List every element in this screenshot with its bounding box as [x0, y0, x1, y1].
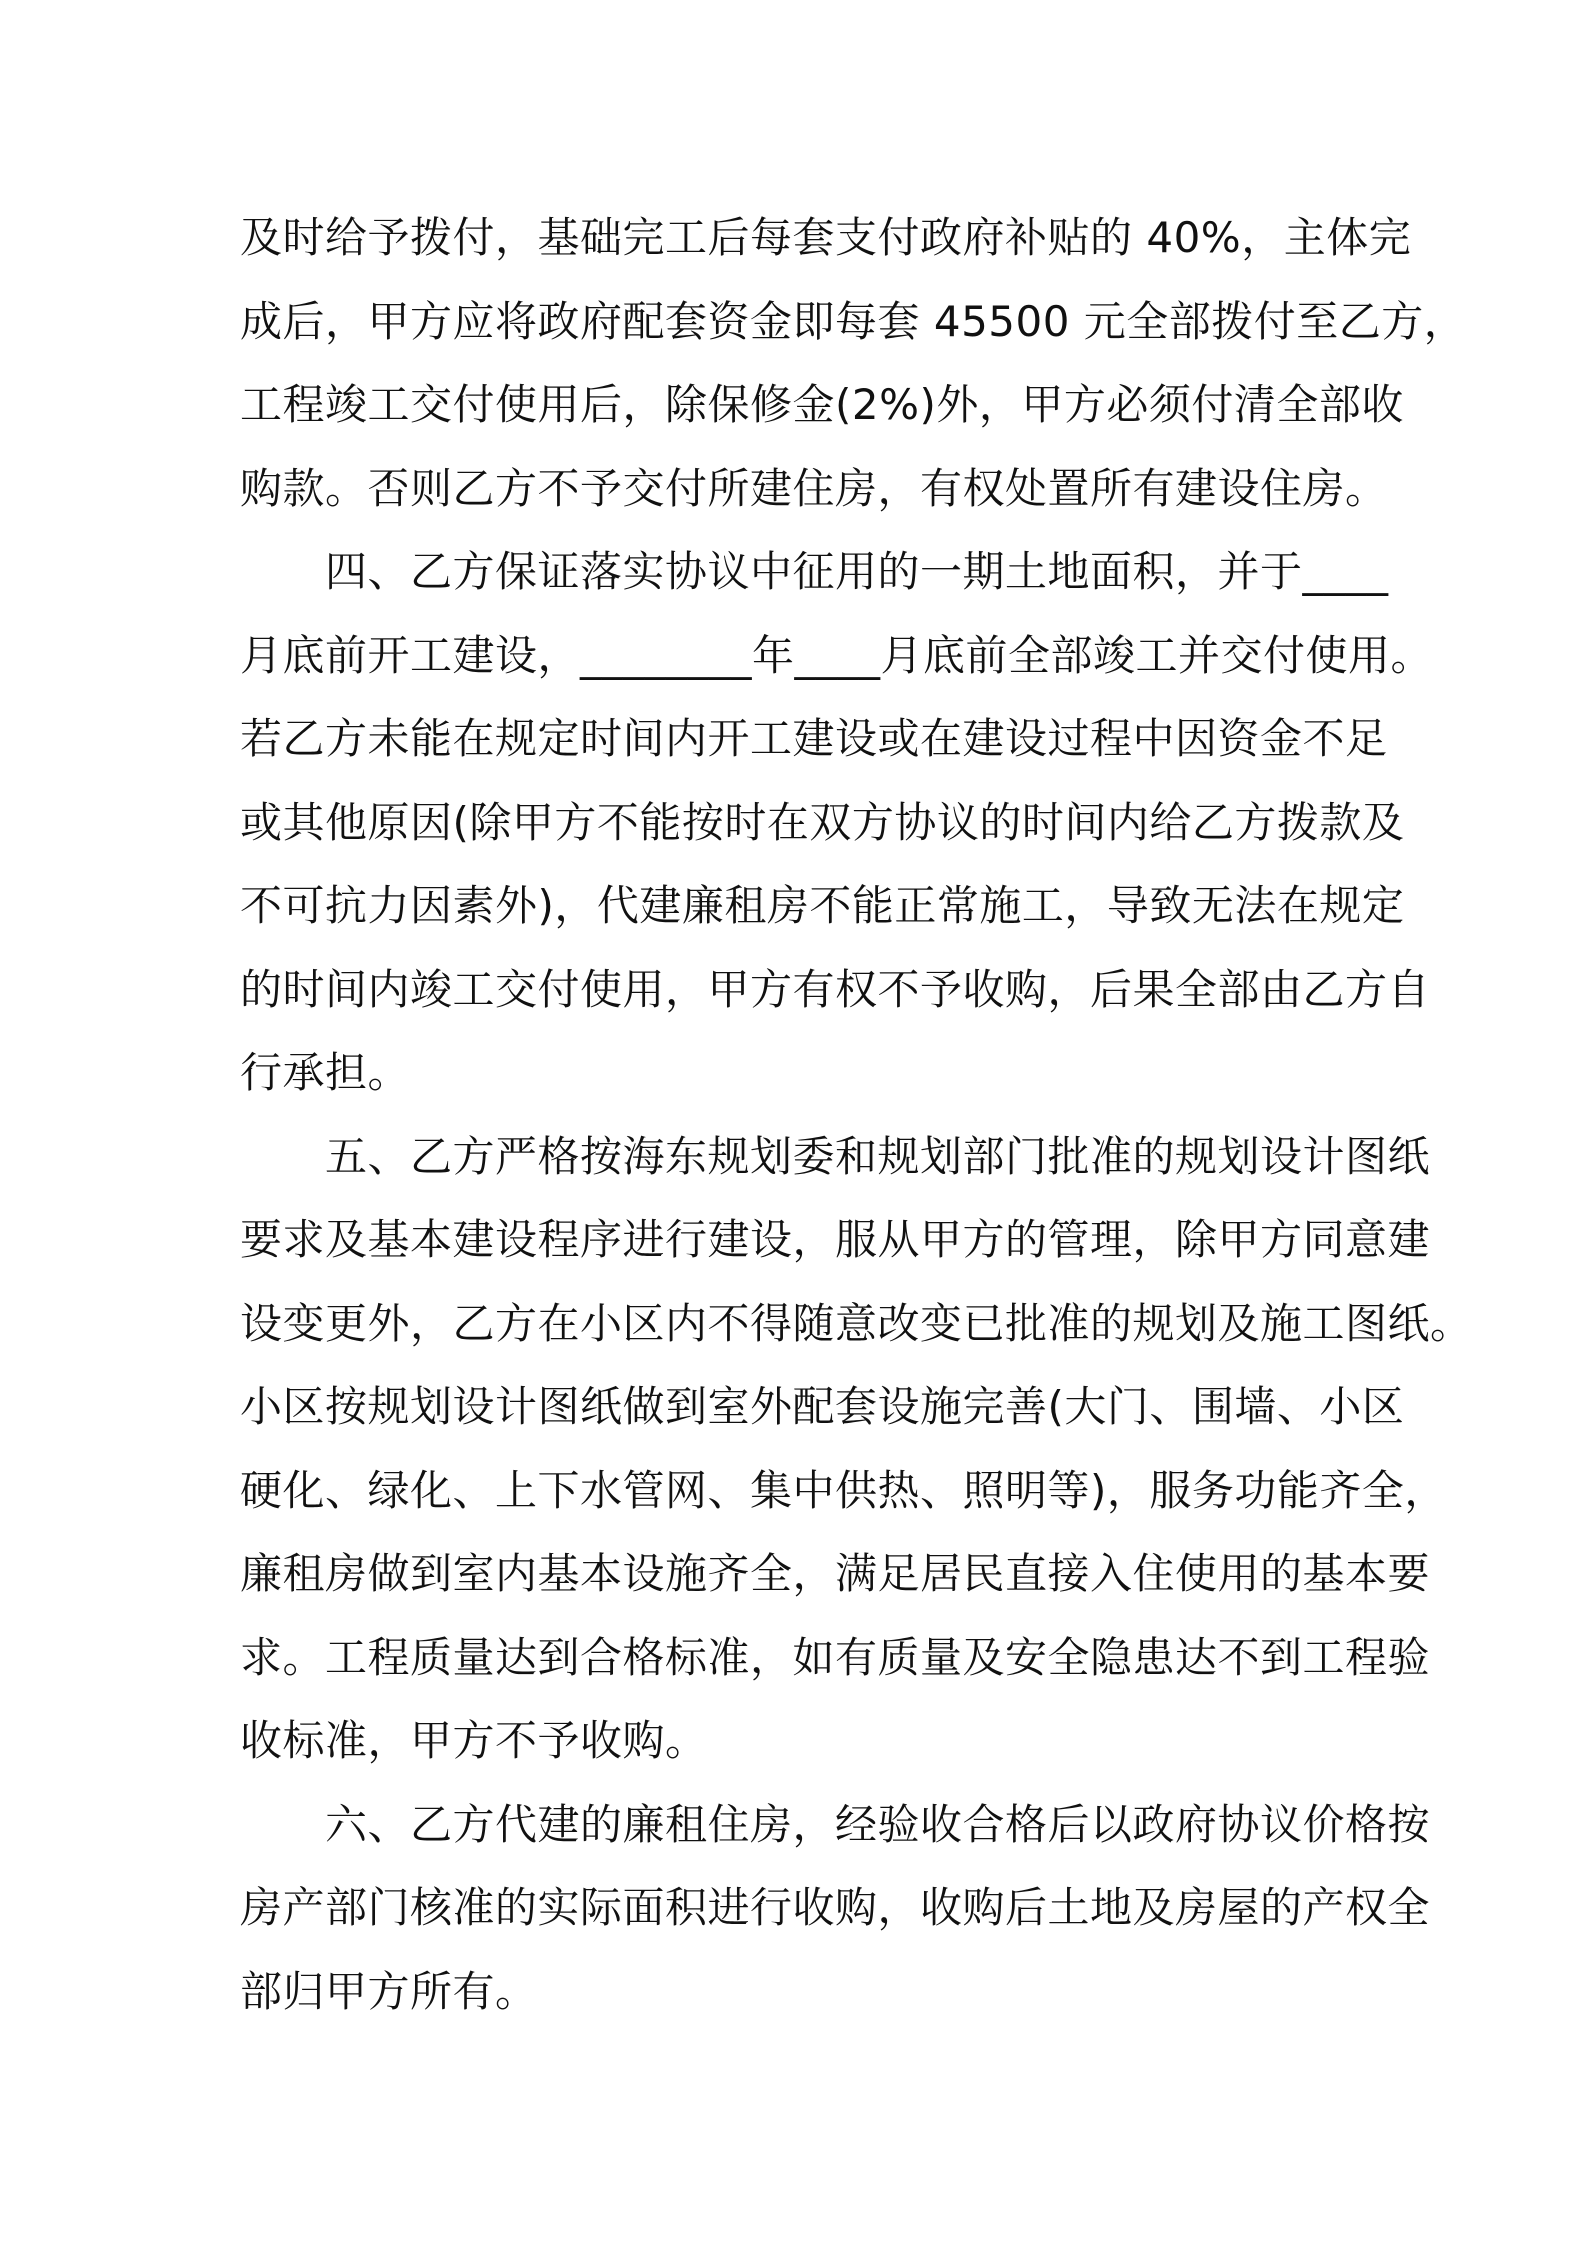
text-line: 硬化、绿化、上下水管网、集中供热、照明等)，服务功能齐全，	[240, 1465, 1447, 1515]
text-line: 及时给予拨付，基础完工后每套支付政府补贴的 40%，主体完	[240, 213, 1412, 262]
document-body	[240, 196, 1473, 2033]
text-line: 收标准，甲方不予收购。	[240, 1716, 708, 1765]
text-line: 部归甲方所有。	[240, 1966, 538, 2016]
text-line: 月底前开工建设，________年____月底前全部竣工并交付使用。	[240, 630, 1434, 680]
text-line: 若乙方未能在规定时间内开工建设或在建设过程中因资金不足	[240, 714, 1388, 763]
text-line: 的时间内竣工交付使用，甲方有权不予收购，后果全部由乙方自	[240, 964, 1431, 1014]
text-line: 或其他原因(除甲方不能按时在双方协议的时间内给乙方拨款及	[240, 797, 1405, 847]
text-line: 工程竣工交付使用后，除保修金(2%)外，甲方必须付清全部收	[240, 380, 1404, 429]
text-line: 求。工程质量达到合格标准，如有质量及安全隐患达不到工程验	[240, 1632, 1431, 1682]
paragraph-five-start: 五、乙方严格按海东规划委和规划部门批准的规划设计图纸	[240, 1131, 1431, 1181]
text-line: 成后，甲方应将政府配套资金即每套 45500 元全部拨付至乙方，	[240, 296, 1467, 346]
paragraph-four-start: 四、乙方保证落实协议中征用的一期土地面积，并于____	[240, 547, 1389, 596]
text-line: 廉租房做到室内基本设施齐全，满足居民直接入住使用的基本要	[240, 1549, 1431, 1598]
text-line: 行承担。	[240, 1048, 411, 1097]
text-line: 不可抗力因素外)，代建廉租房不能正常施工，导致无法在规定	[240, 881, 1405, 930]
paragraph-six-start: 六、乙方代建的廉租住房，经验收合格后以政府协议价格按	[240, 1799, 1431, 1849]
text-line: 设变更外，乙方在小区内不得随意改变已批准的规划及施工图纸。	[240, 1298, 1473, 1348]
text-line: 房产部门核准的实际面积进行收购，收购后土地及房屋的产权全	[240, 1883, 1431, 1932]
text-line: 购款。否则乙方不予交付所建住房，有权处置所有建设住房。	[240, 463, 1388, 513]
text-line: 小区按规划设计图纸做到室外配套设施完善(大门、围墙、小区	[240, 1382, 1405, 1431]
text-line: 要求及基本建设程序进行建设，服从甲方的管理，除甲方同意建	[240, 1215, 1431, 1264]
